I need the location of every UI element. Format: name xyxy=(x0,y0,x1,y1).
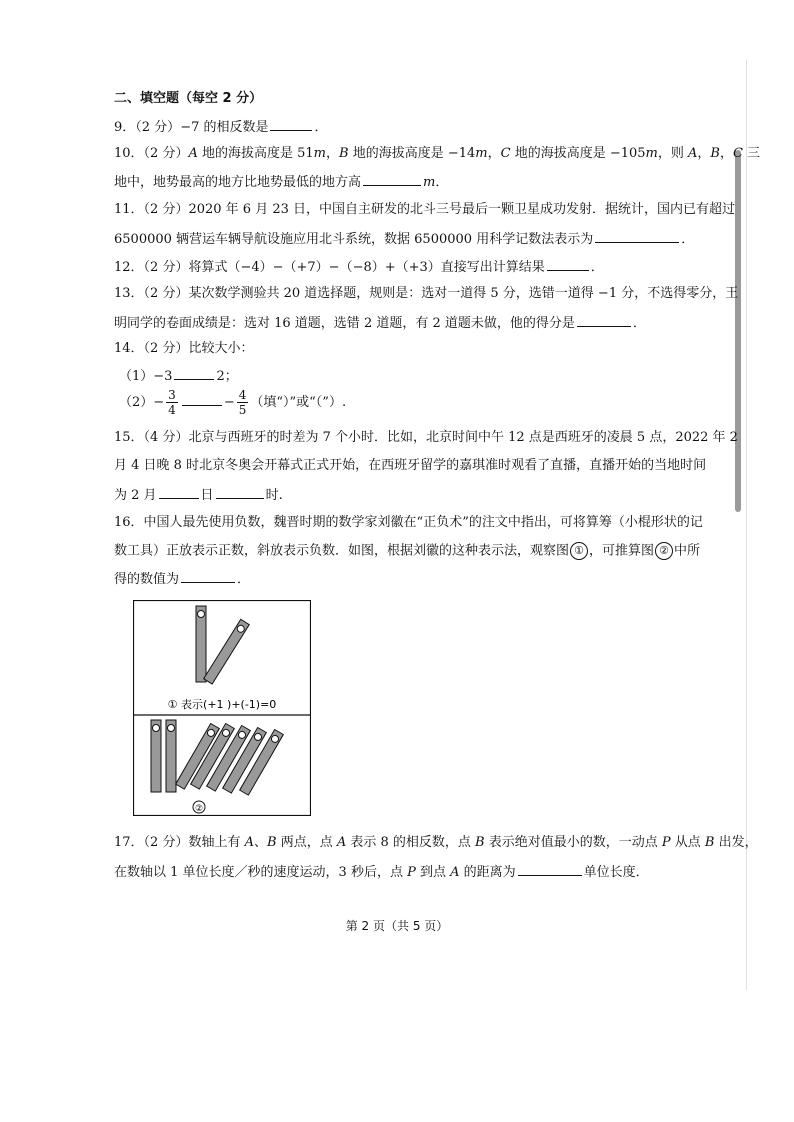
question-15-line-1: 15．（4 分）北京与西班牙的时差为 7 个小时．比如，北京时间中午 12 点是西班牙的凌晨 5 点，2022 年 2 xyxy=(114,430,738,445)
question-17-line-2: 在数轴以 1 单位长度／秒的速度运动，3 秒后，点 P 到点 A 的距离为 单位长度． xyxy=(114,862,649,882)
answer-blank-10[interactable] xyxy=(363,172,421,186)
rod-upright-2a xyxy=(151,720,161,792)
answer-blank-15-day[interactable] xyxy=(159,485,199,499)
question-15-line-2: 月 4 日晚 8 时北京冬奥会开幕式正式开始，在西班牙留学的嘉琪准时观看了直播，直播开始的当地时间 xyxy=(114,458,707,473)
fraction-4-5: $\frac{4}{5}$ xyxy=(238,388,247,417)
fraction-3-4: $\frac{3}{4}$ xyxy=(168,388,176,417)
question-14-part-2: （2）− $\frac{3}{4}$ − $\frac{4}{5}$ （填“）”或“（”）. xyxy=(119,388,347,417)
question-14: 14．（2 分）比较大小： xyxy=(114,341,254,356)
question-16-line-1: 16．中国人最先使用负数，魏晋时期的数学家刘徽在“正负术”的注文中指出，可将算筹（小棍形状的记 xyxy=(114,515,703,530)
question-15-line-3: 为 2 月 日 时. xyxy=(114,485,283,505)
counting-rods-figure xyxy=(133,600,311,816)
answer-blank-9[interactable] xyxy=(270,117,312,131)
rod-upright xyxy=(196,606,206,682)
scrollbar-thumb[interactable] xyxy=(735,150,741,512)
answer-blank-14-1[interactable] xyxy=(174,366,214,380)
question-16-line-3: 得的数值为 ． xyxy=(114,569,250,589)
answer-blank-11[interactable] xyxy=(595,229,679,243)
question-11-line-2: 6500000 辆营运车辆导航设施应用北斗系统，数据 6500000 用科学记数法表示为 ． xyxy=(114,229,694,249)
question-10-line-2: 地中，地势最高的地方比地势最低的地方高 m． xyxy=(114,172,448,192)
question-17-line-1: 17．（2 分）数轴上有 A、B 两点，点 A 表示 8 的相反数，点 B 表示绝对值最小的数，一动点 P 从点 B 出发， xyxy=(114,835,758,850)
question-14-part-1: （1）−3 2； xyxy=(119,366,238,386)
answer-blank-13[interactable] xyxy=(577,313,631,327)
question-13-line-1: 13．（2 分）某次数学测验共 20 道选择题，规则是：选对一道得 5 分，选错一道得 −1 分，不选得零分，王 xyxy=(114,286,739,301)
section-title: 二、填空题（每空 2 分） xyxy=(114,91,263,106)
answer-blank-16[interactable] xyxy=(181,569,235,583)
question-10-line-1: 10．（2 分）A 地的海拔高度是 51m，B 地的海拔高度是 −14m，C 地的海拔高度是 −105m，则 A，B，C 三 xyxy=(114,146,761,161)
question-11-line-1: 11．（2 分）2020 年 6 月 23 日，中国自主研发的北斗三号最后一颗卫星成功发射．据统计，国内已有超过 xyxy=(114,202,736,217)
answer-blank-12[interactable] xyxy=(547,257,589,271)
rod-upright-2b xyxy=(166,720,176,792)
question-12: 12．（2 分）将算式（−4）−（+7）−（−8）+（+3）直接写出计算结果 ． xyxy=(114,257,604,277)
answer-blank-17[interactable] xyxy=(518,862,582,876)
answer-blank-14-2[interactable] xyxy=(182,392,222,406)
figure-2-label: ② xyxy=(194,804,204,814)
figure-1-label: ① 表示(+1 )+(-1)=0 xyxy=(167,698,277,711)
page-footer: 第 2 页（共 5 页） xyxy=(345,919,449,933)
answer-blank-15-hour[interactable] xyxy=(216,485,264,499)
question-9: 9．（2 分）−7 的相反数是 ． xyxy=(114,117,328,137)
question-13-line-2: 明同学的卷面成绩是：选对 16 道题，选错 2 道题，有 2 道题未做，他的得分是 ． xyxy=(114,313,646,333)
question-16-line-2: 数工具）正放表示正数，斜放表示负数．如图，根据刘徽的这种表示法，观察图 ① ，可推算图 ② 中所 xyxy=(114,543,701,559)
